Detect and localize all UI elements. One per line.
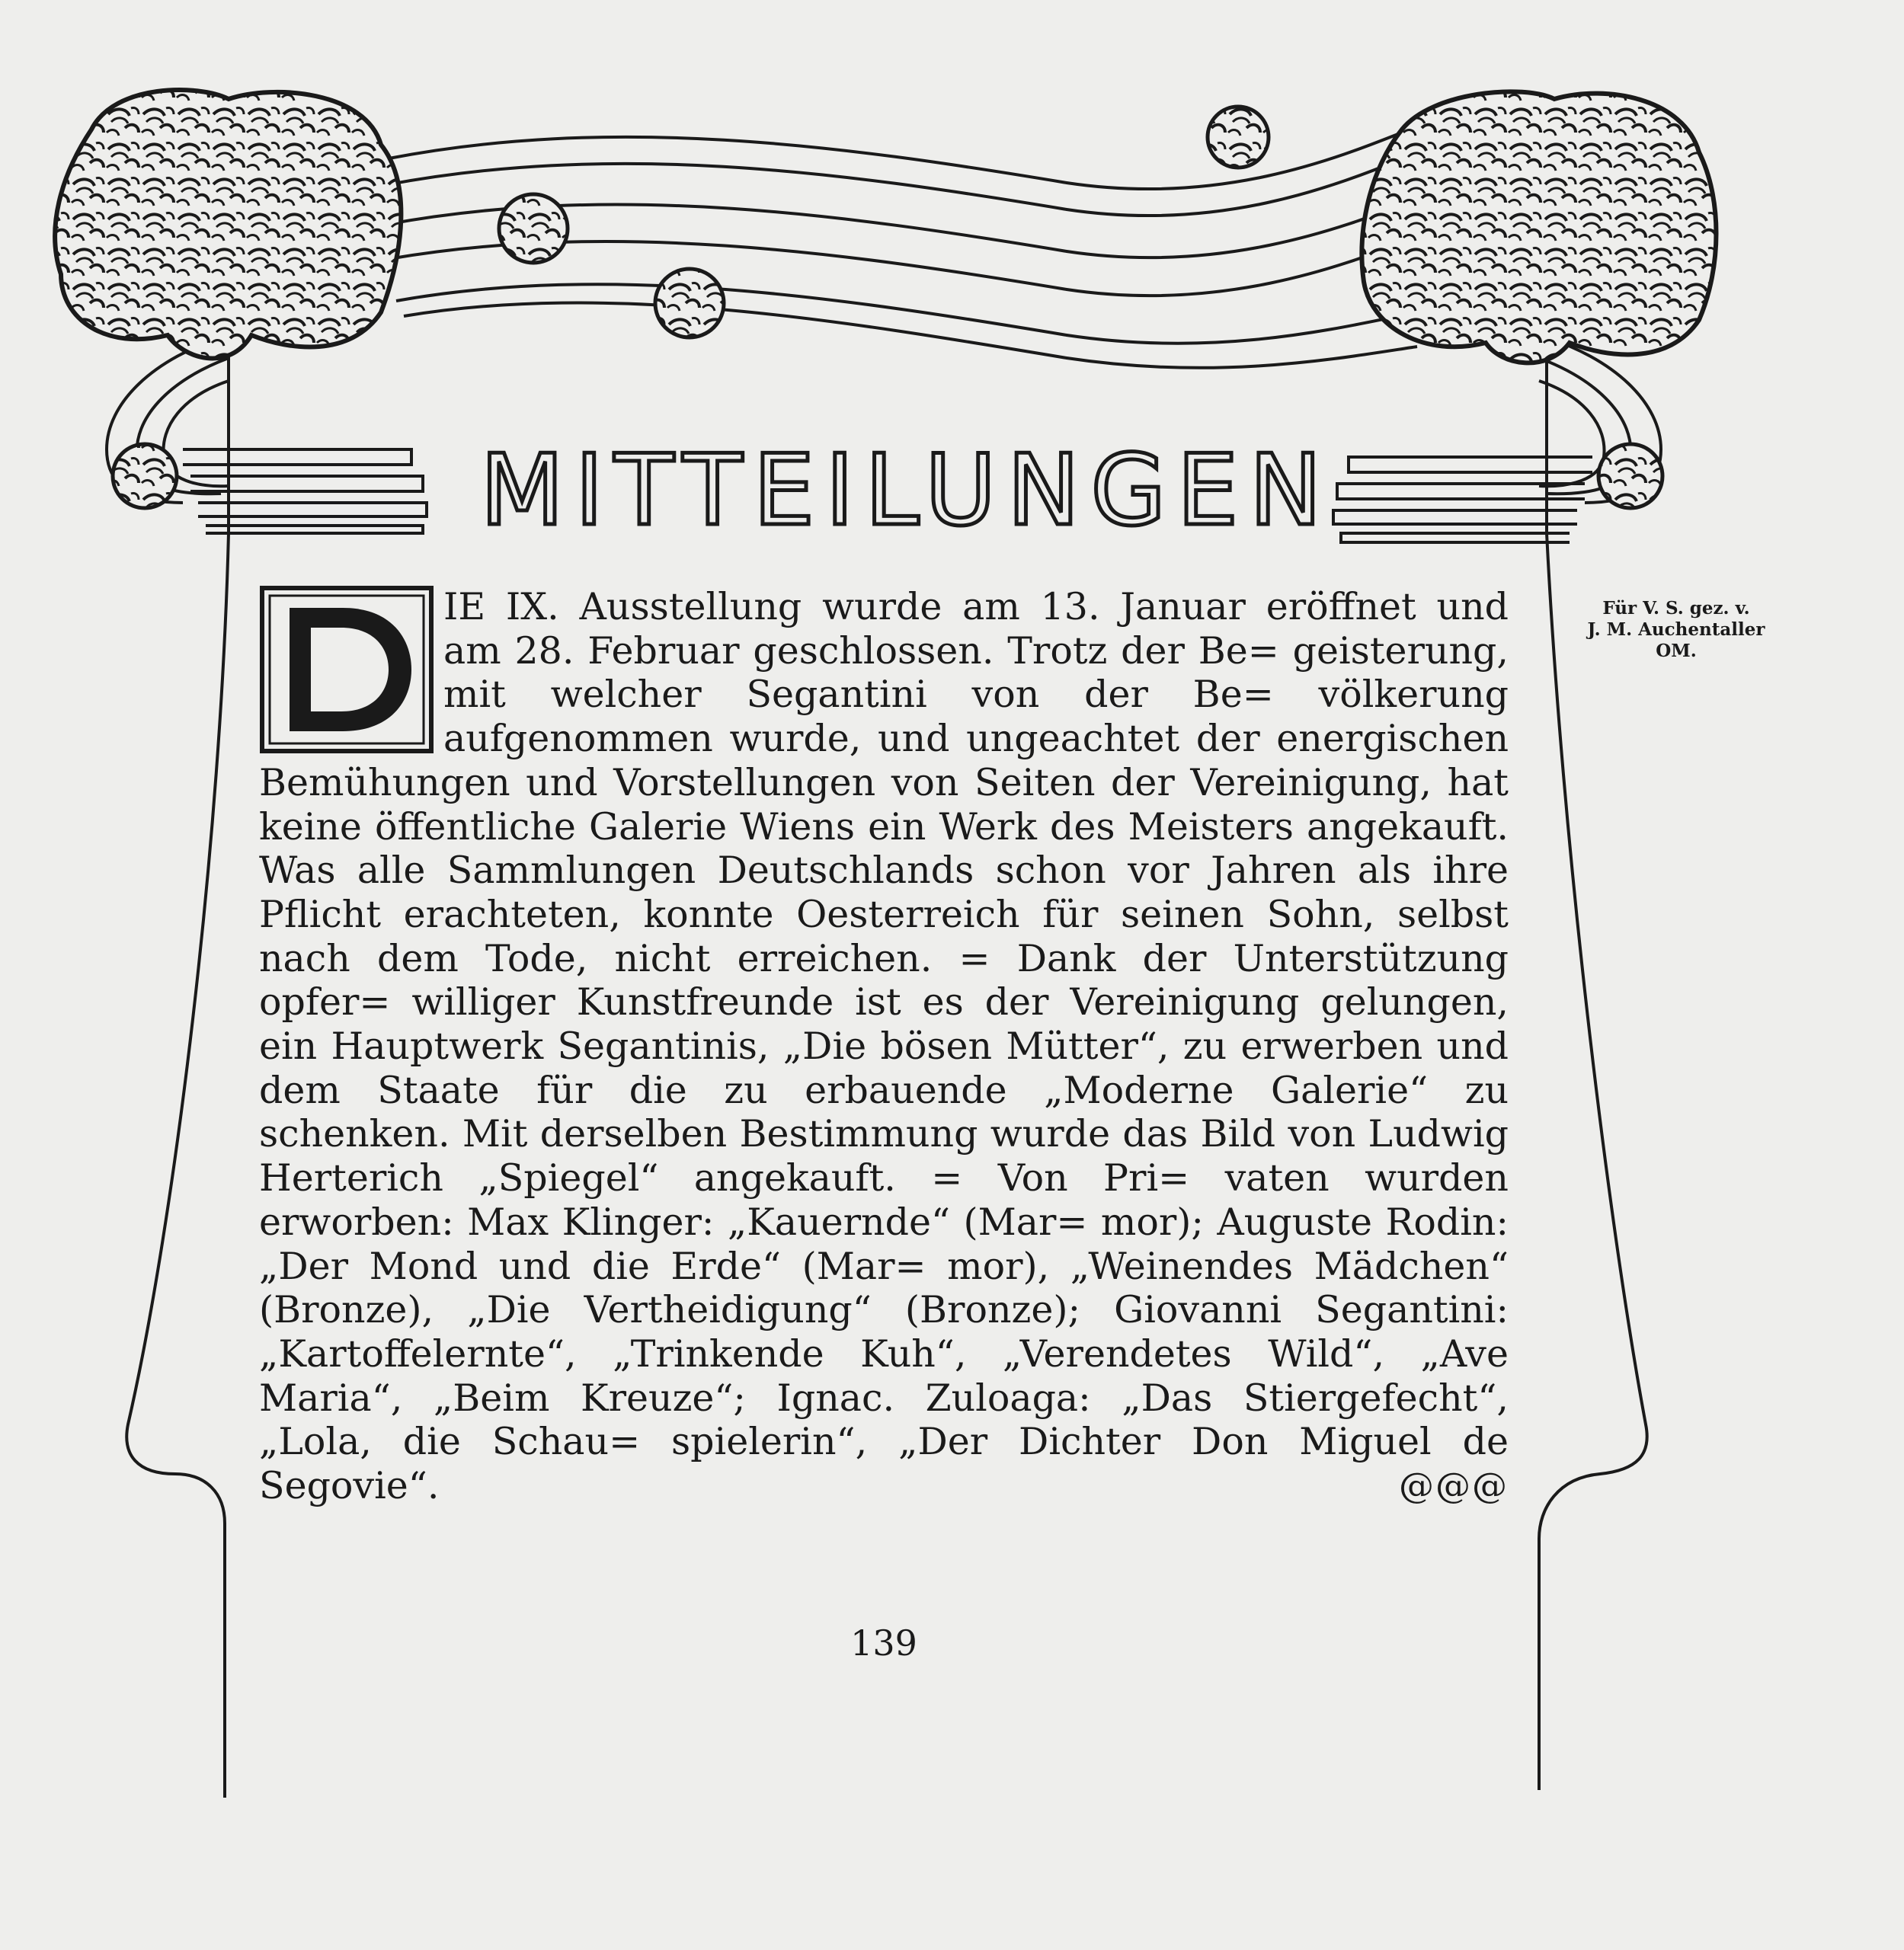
article-body [259, 585, 1509, 1508]
right-tree-crown [1362, 91, 1716, 363]
credit-line-3: OM. [1656, 641, 1697, 661]
page-number: 139 [850, 1622, 917, 1664]
end-mark: @@@ [1399, 1465, 1509, 1507]
article-text: IE IX. Ausstellung wurde am 13. Januar eröffnet und am 28. Februar geschlossen. Trotz der Be= geisterung, mit welcher Segantini von der Be= völkerung aufgenommen wurde, und ungeachtet der energischen Bemühungen und Vorstellungen von Seiten der Vereinigung, hat keine öffentliche Galerie Wiens ein Werk des Meisters angekauft. Was alle Sammlungen Deutschlands schon vor Jahren als ihre Pflicht erachteten, konnte Oesterreich für seinen Sohn, selbst nach dem Tode, nicht erreichen. = Dank der Unterstützung opfer= williger Kunstfreunde ist es der Vereinigung gelungen, ein Hauptwerk Segantinis, „Die bösen Mütter“, zu erwerben und dem Staate für die zu erbauende „Moderne Galerie“ zu schenken. Mit derselben Bestimmung wurde das Bild von Ludwig Herterich „Spiegel“ angekauft. = Von Pri= vaten wurden erworben: Max Klinger: „Kauernde“ (Mar= mor); Auguste Rodin: „Der Mond und die Erde“ (Mar= mor), „Weinendes Mädchen“ (Bronze), „Die Vertheidigung“ (Bronze); Giovanni Segantini: „Kartoffelernte“, „Trinkende Kuh“, „Verendetes Wild“, „Ave Maria“, „Beim Kreuze“; Ignac. Zuloaga: „Das Stiergefecht“, „Lola, die Schau= spielerin“, „Der Dichter Don Miguel de Segovie“. [259, 585, 1509, 1508]
page-title: MITTEILUNGEN [480, 434, 1333, 548]
credit-line-1: Für V. S. gez. v. [1602, 598, 1750, 619]
illustrator-credit [1547, 598, 1806, 662]
credit-line-2: J. M. Auchentaller [1587, 619, 1765, 640]
left-tree-crown [55, 90, 401, 358]
drop-cap [259, 585, 434, 754]
